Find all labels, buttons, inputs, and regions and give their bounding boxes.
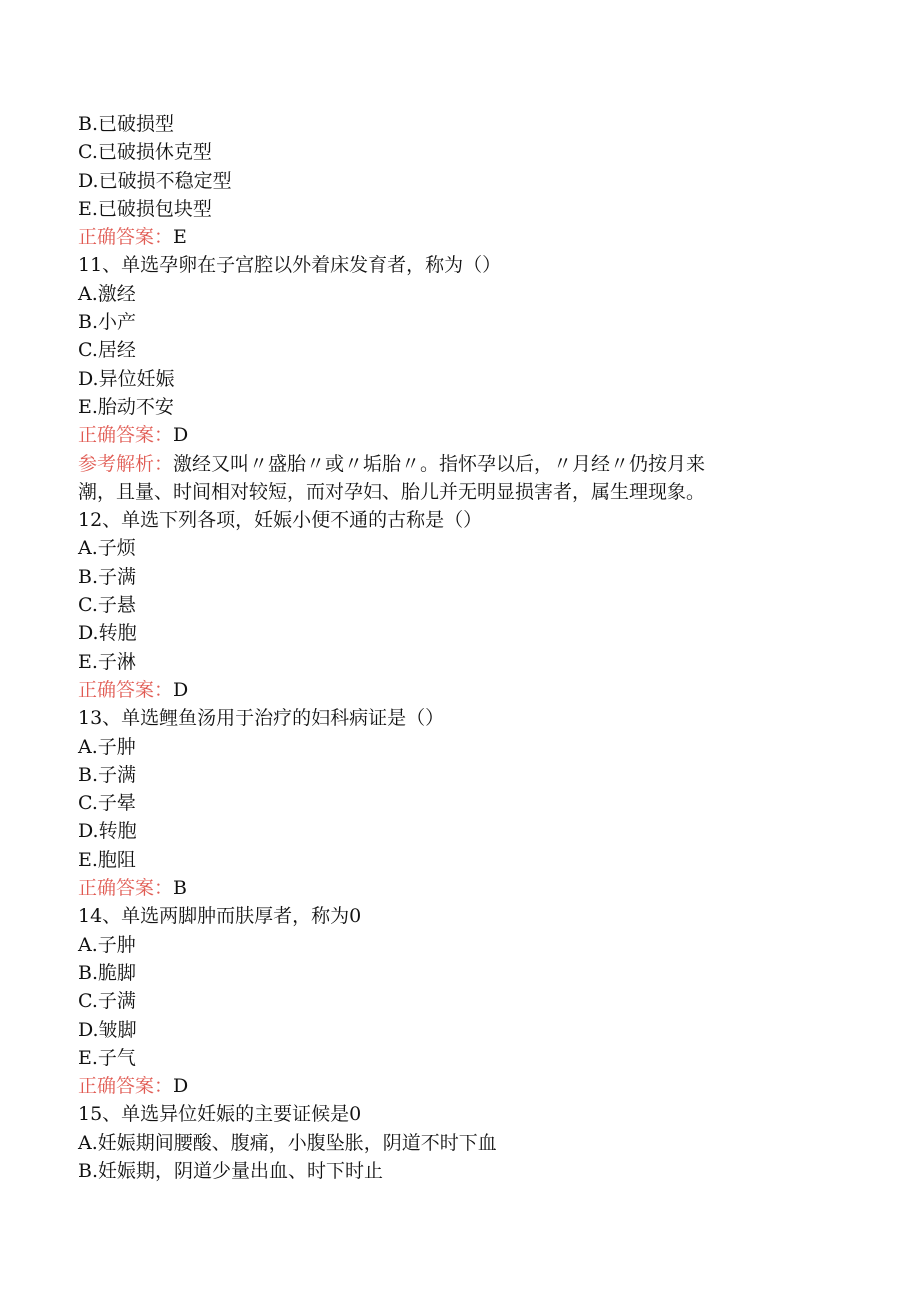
explanation-text: 激经又叫〃盛胎〃或〃垢胎〃。指怀孕以后，〃月经〃仍按月来 (173, 452, 706, 475)
option-c: C.居经 (78, 339, 136, 362)
exam-page (78, 110, 838, 1185)
correct-answer (78, 223, 838, 251)
question-stem: 14、单选两脚肿而肤厚者，称为0 (78, 905, 362, 928)
correct-answer (78, 676, 838, 704)
answer-value: D (173, 678, 189, 701)
answer-label: 正确答案： (78, 678, 174, 701)
option-b: B.小产 (78, 311, 137, 334)
correct-answer (78, 874, 838, 902)
option-b: B.妊娠期，阴道少量出血、时下时止 (78, 1159, 384, 1182)
option-d: D.已破损不稳定型 (78, 169, 232, 192)
answer-label: 正确答案： (78, 226, 174, 249)
option-d: D.转胞 (78, 820, 137, 843)
option-a: A.子肿 (78, 933, 136, 956)
explanation-label: 参考解析： (78, 452, 174, 475)
option-c: C.子悬 (78, 594, 136, 617)
option-c: C.子晕 (78, 792, 136, 815)
option-b: B.子满 (78, 763, 137, 786)
option-d: D.转胞 (78, 622, 137, 645)
option-b: B.脆脚 (78, 961, 137, 984)
option-d: D.皱脚 (78, 1018, 137, 1041)
answer-label: 正确答案： (78, 424, 174, 447)
answer-value: D (173, 424, 189, 447)
answer-value: E (173, 226, 187, 249)
option-e: E.胞阻 (78, 848, 136, 871)
question-stem: 12、单选下列各项，妊娠小便不通的古称是（） (78, 509, 483, 532)
option-c: C.已破损休克型 (78, 141, 212, 164)
option-a: A.妊娠期间腰酸、腹痛，小腹坠胀，阴道不时下血 (78, 1131, 497, 1154)
question-stem: 15、单选异位妊娠的主要证候是0 (78, 1103, 362, 1126)
option-e: E.胎动不安 (78, 395, 174, 418)
correct-answer (78, 421, 838, 449)
option-b: B.已破损型 (78, 113, 175, 135)
option-a: A.子肿 (78, 735, 136, 758)
option-e: E.子气 (78, 1046, 136, 1069)
option-d: D.异位妊娠 (78, 367, 175, 390)
option-e: E.已破损包块型 (78, 197, 212, 220)
answer-value: B (173, 877, 187, 900)
option-b: B.子满 (78, 565, 137, 588)
option-e: E.子淋 (78, 650, 136, 673)
question-stem: 13、单选鲤鱼汤用于治疗的妇科病证是（） (78, 707, 445, 730)
explanation-line-1 (78, 450, 838, 478)
option-a: A.激经 (78, 282, 136, 305)
answer-value: D (173, 1075, 189, 1098)
question-stem: 11、单选孕卵在子宫腔以外着床发育者，称为（） (78, 254, 502, 277)
correct-answer (78, 1072, 838, 1100)
option-c: C.子满 (78, 990, 136, 1013)
answer-label: 正确答案： (78, 1075, 174, 1098)
explanation-line-2: 潮，且量、时间相对较短，而对孕妇、胎儿并无明显损害者，属生理现象。 (78, 480, 706, 503)
option-a: A.子烦 (78, 537, 136, 560)
answer-label: 正确答案： (78, 877, 174, 900)
